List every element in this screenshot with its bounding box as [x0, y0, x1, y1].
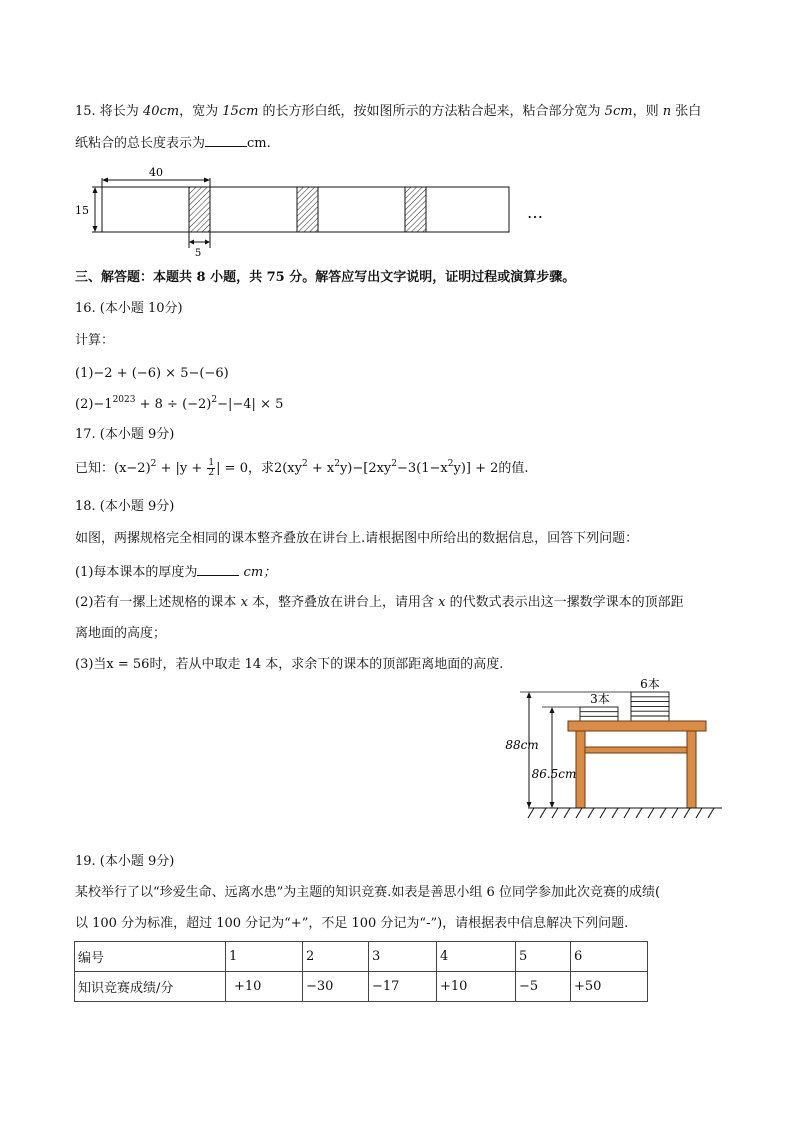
- section3-heading: 三、解答题：本题共 8 小题，共 75 分。解答应写出文字说明，证明过程或演算步骤。: [75, 270, 576, 285]
- height-88-label: 88cm: [505, 738, 539, 752]
- q18-table-books-figure: [500, 672, 730, 830]
- q18-sub2-line2: 离地面的高度；: [75, 626, 167, 641]
- score-cell: +10: [437, 972, 516, 1002]
- q17-statement: 已知：$(x-2)^2 + |y$ + $\frac{1}{2}$ | = 0，求$2(xy^2 + x^2y)-[2xy^2-3(1-x^2y)] + 2$的值.: [75, 458, 529, 478]
- book-stack-3: [580, 707, 618, 721]
- stack-big-label: 6本: [640, 677, 660, 691]
- q15-paper-strip-figure: [70, 160, 560, 260]
- id-cell: 1: [226, 942, 303, 972]
- score-cell: −30: [303, 972, 369, 1002]
- width-label: 15: [75, 204, 89, 217]
- id-cell: 4: [437, 942, 516, 972]
- score-cell: −5: [516, 972, 571, 1002]
- q16-part2: $(2)-1^{2023} + 8 \div (-2)^2-|-4| \times 5$: [75, 394, 284, 412]
- row-head-score: 知识竞赛成绩/分: [75, 972, 226, 1002]
- id-cell: 2: [303, 942, 369, 972]
- table-leg-left: [576, 731, 585, 808]
- book-stack-6: [631, 692, 669, 721]
- q18-header: 18. (本小题 9分): [75, 499, 175, 514]
- score-cell: +10: [226, 972, 303, 1002]
- q17-header: 17. (本小题 9分): [75, 427, 175, 442]
- answer-blank[interactable]: [197, 562, 239, 576]
- q19-header: 19. (本小题 9分): [75, 854, 175, 869]
- q18-sub3: (3)当x = 56时，若从中取走 14 本，求余下的课本的顶部距离地面的高度.: [75, 657, 504, 672]
- fraction-one-half: $\frac{1}{2}$: [208, 458, 215, 478]
- glue-area-1: [189, 187, 210, 232]
- score-table: [74, 941, 648, 1002]
- score-cell: +50: [571, 972, 648, 1002]
- glue-area-3: [405, 187, 426, 232]
- floor-hatching: [528, 808, 714, 818]
- stack-small-label: 3本: [590, 692, 610, 706]
- q19-line2: 以 100 分为标准，超过 100 分记为“+”，不足 100 分记为“-”)，请根据表中信息解决下列问题.: [75, 916, 629, 931]
- q16-header: 16. (本小题 10分): [75, 301, 183, 316]
- glue-area-2: [297, 187, 318, 232]
- glue-label: 5: [194, 248, 202, 259]
- q15-line2: 纸粘合的总长度表示为 cm.: [75, 133, 271, 154]
- table-row: [75, 942, 648, 972]
- q18-sub2-line1: (2)若有一摞上述规格的课本 x 本，整齐叠放在讲台上，请用含 x 的代数式表示出这一摞数学课本的顶部距: [75, 595, 684, 610]
- score-cell: −17: [369, 972, 437, 1002]
- q16-part1: (1)−2 + (−6) × 5−(−6): [75, 366, 229, 381]
- table-top: [568, 721, 706, 731]
- table-row: [75, 972, 648, 1002]
- q15-line1: 15. 将长为 40cm，宽为 15cm 的长方形白纸，按如图所示的方法粘合起来，粘合部分宽为 5cm，则 n 张白: [75, 104, 702, 119]
- row-head-id: 编号: [75, 942, 226, 972]
- q16-prompt: 计算：: [75, 333, 115, 348]
- q19-line1: 某校举行了以“珍爱生命、远离水患”为主题的知识竞赛.如表是善思小组 6 位同学参加此次竞赛的成绩(: [75, 885, 661, 900]
- id-cell: 6: [571, 942, 648, 972]
- id-cell: 5: [516, 942, 571, 972]
- id-cell: 3: [369, 942, 437, 972]
- length-label: 40: [149, 166, 163, 179]
- answer-blank[interactable]: [205, 133, 247, 147]
- table-leg-right: [687, 731, 696, 808]
- height-86-5-label: 86.5cm: [531, 767, 577, 781]
- table-crossbar: [585, 747, 687, 753]
- ellipsis: …: [527, 203, 543, 222]
- q18-intro: 如图，两摞规格完全相同的课本整齐叠放在讲台上.请根据图中所给出的数据信息，回答下列问题：: [75, 531, 639, 546]
- q18-sub1: (1)每本课本的厚度为 cm；: [75, 562, 276, 583]
